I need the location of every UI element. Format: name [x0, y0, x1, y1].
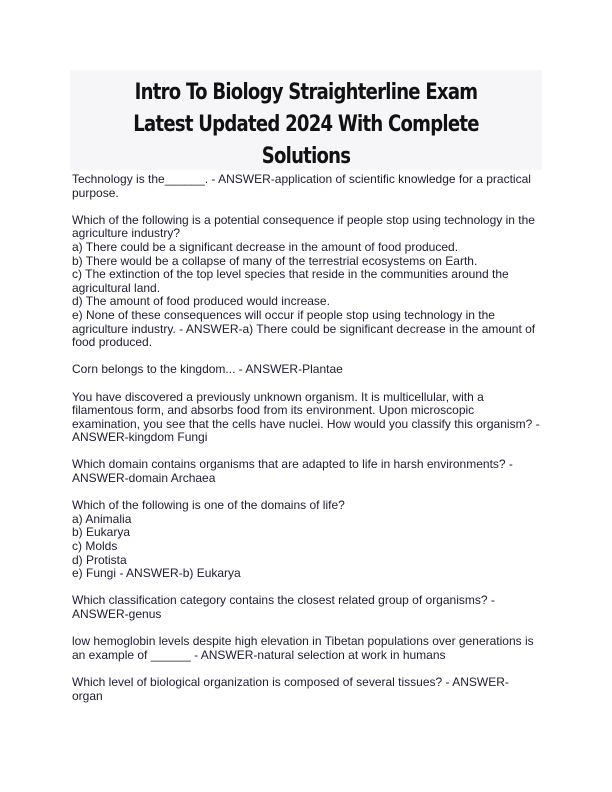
qa-item — [72, 173, 544, 200]
text-line: b) Eukarya — [72, 525, 131, 540]
text-line: e) None of these consequences will occur if people stop using technology in the — [72, 307, 495, 322]
text-line: a) There could be a significant decrease in the amount of food produced. — [72, 239, 459, 254]
text-line: b) There would be a collapse of many of the terrestrial ecosystems on Earth. — [72, 253, 478, 268]
qa-item — [72, 458, 544, 485]
title-banner — [70, 70, 542, 170]
text-line: Which domain contains organisms that are adapted to life in harsh environments? - — [72, 457, 513, 472]
qa-list — [72, 173, 544, 717]
text-line: agriculture industry. - ANSWER-a) There could be significant decrease in the amount of — [72, 321, 536, 336]
text-line: Which of the following is one of the domains of life? — [72, 498, 345, 513]
text-line: c) The extinction of the top level species that reside in the communities around the — [72, 267, 509, 282]
text-line: e) Fungi - ANSWER-b) Eukarya — [72, 566, 241, 581]
text-line: agriculture industry? — [72, 226, 181, 241]
text-line: Which classification category contains the closest related group of organisms? - — [72, 593, 495, 608]
text-line: Technology is the______. - ANSWER-application of scientific knowledge for a practical — [72, 172, 531, 186]
text-line: Which of the following is a potential consequence if people stop using technology in the — [72, 212, 535, 227]
text-line: an example of ______ - ANSWER-natural selection at work in humans — [72, 647, 446, 662]
text-line: purpose. — [72, 185, 119, 200]
text-line: ANSWER-domain Archaea — [72, 471, 216, 486]
text-line: a) Animalia — [72, 511, 132, 526]
text-line: ANSWER-genus — [72, 607, 162, 621]
text-line: d) The amount of food produced would increase. — [72, 294, 330, 309]
text-line: agricultural land. — [72, 280, 161, 295]
qa-item — [72, 676, 544, 703]
text-line: filamentous form, and absorbs food from its environment. Upon microscopic — [72, 403, 475, 418]
qa-item — [72, 499, 544, 581]
text-line: low hemoglobin levels despite high elevation in Tibetan populations over generations is — [72, 634, 534, 649]
text-line: ANSWER-kingdom Fungi — [72, 430, 208, 445]
text-line: examination, you see that the cells have nuclei. How would you classify this organism? - — [72, 416, 540, 431]
qa-item — [72, 214, 544, 350]
text-line: organ — [72, 688, 103, 703]
text-line: d) Protista — [72, 552, 127, 567]
text-line: c) Molds — [72, 539, 118, 554]
qa-item — [72, 635, 544, 662]
qa-item — [72, 363, 544, 377]
text-line: food produced. — [72, 335, 153, 350]
document-title: Intro To Biology Straighterline Exam Latest Updated 2024 With Complete Solutions — [133, 80, 479, 169]
qa-item — [72, 594, 544, 621]
qa-item — [72, 391, 544, 445]
text-line: Which level of biological organization is composed of several tissues? - ANSWER- — [72, 674, 509, 689]
text-line: Corn belongs to the kingdom... - ANSWER-Plantae — [72, 362, 343, 377]
text-line: You have discovered a previously unknown organism. It is multicellular, with a — [72, 389, 484, 404]
